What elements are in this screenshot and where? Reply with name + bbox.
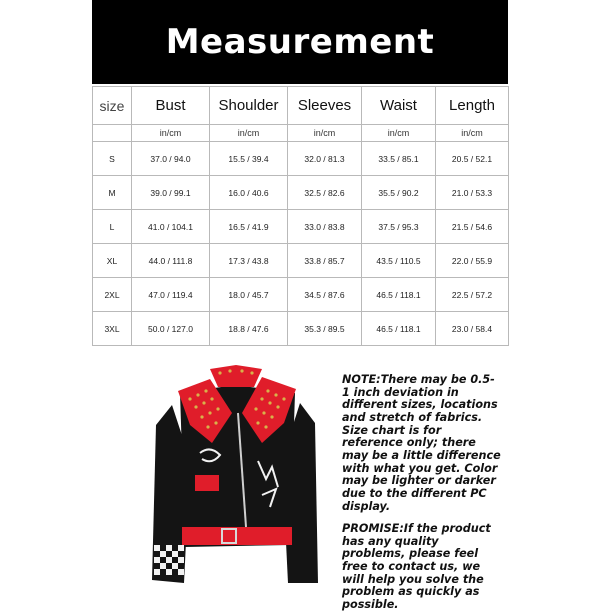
measurement-cell: 33.5 / 85.1 — [362, 142, 436, 176]
measurement-cell: 41.0 / 104.1 — [132, 210, 210, 244]
unit-cell: in/cm — [436, 125, 509, 142]
table-header-row — [93, 87, 509, 125]
unit-cell: in/cm — [288, 125, 362, 142]
size-label: M — [93, 176, 132, 210]
measurement-cell: 22.5 / 57.2 — [436, 278, 509, 312]
measurement-cell: 35.3 / 89.5 — [288, 312, 362, 346]
measurement-cell: 33.0 / 83.8 — [288, 210, 362, 244]
measurement-cell: 16.0 / 40.6 — [210, 176, 288, 210]
header-shoulder: Shoulder — [210, 87, 288, 125]
measurement-cell: 46.5 / 118.1 — [362, 278, 436, 312]
table-row — [93, 142, 509, 176]
header-bust: Bust — [132, 87, 210, 125]
header-waist: Waist — [362, 87, 436, 125]
measurement-cell: 47.0 / 119.4 — [132, 278, 210, 312]
header-length: Length — [436, 87, 509, 125]
measurement-cell: 20.5 / 52.1 — [436, 142, 509, 176]
measurement-cell: 34.5 / 87.6 — [288, 278, 362, 312]
unit-cell: in/cm — [132, 125, 210, 142]
measurement-cell: 39.0 / 99.1 — [132, 176, 210, 210]
measurement-cell: 23.0 / 58.4 — [436, 312, 509, 346]
measurement-cell: 22.0 / 55.9 — [436, 244, 509, 278]
measurement-cell: 18.0 / 45.7 — [210, 278, 288, 312]
measurement-cell: 33.8 / 85.7 — [288, 244, 362, 278]
size-note: NOTE:There may be 0.5-1 inch deviation in different sizes, locations and stretch of fabrics. Size chart is for reference only; there may be a little difference with what you get. Color may be lighter or darker due to the different PC display. — [342, 373, 501, 513]
header-sleeves: Sleeves — [288, 87, 362, 125]
title-banner — [92, 0, 508, 84]
unit-cell: in/cm — [210, 125, 288, 142]
header-size: size — [93, 87, 132, 125]
measurement-cell: 21.5 / 54.6 — [436, 210, 509, 244]
size-chart-table — [92, 86, 509, 346]
units-row — [93, 125, 509, 142]
measurement-cell: 21.0 / 53.3 — [436, 176, 509, 210]
size-label: 3XL — [93, 312, 132, 346]
size-label: XL — [93, 244, 132, 278]
table-row — [93, 210, 509, 244]
studded-jacket-icon — [150, 365, 325, 590]
measurement-cell: 15.5 / 39.4 — [210, 142, 288, 176]
measurement-cell: 43.5 / 110.5 — [362, 244, 436, 278]
measurement-cell: 50.0 / 127.0 — [132, 312, 210, 346]
measurement-cell: 44.0 / 111.8 — [132, 244, 210, 278]
measurement-cell: 37.0 / 94.0 — [132, 142, 210, 176]
measurement-cell: 18.8 / 47.6 — [210, 312, 288, 346]
unit-cell — [93, 125, 132, 142]
table-row — [93, 312, 509, 346]
quality-promise: PROMISE:If the product has any quality problems, please feel free to contact us, we will help you solve the problem as quickly as possible. — [342, 522, 491, 611]
measurement-cell: 37.5 / 95.3 — [362, 210, 436, 244]
measurement-cell: 17.3 / 43.8 — [210, 244, 288, 278]
size-label: S — [93, 142, 132, 176]
size-label: 2XL — [93, 278, 132, 312]
measurement-cell: 32.5 / 82.6 — [288, 176, 362, 210]
table-row — [93, 244, 509, 278]
size-label: L — [93, 210, 132, 244]
measurement-cell: 16.5 / 41.9 — [210, 210, 288, 244]
product-image — [150, 365, 325, 590]
table-row — [93, 278, 509, 312]
table-row — [93, 176, 509, 210]
page-title: Measurement — [165, 22, 435, 62]
measurement-cell: 32.0 / 81.3 — [288, 142, 362, 176]
measurement-cell: 35.5 / 90.2 — [362, 176, 436, 210]
measurement-cell: 46.5 / 118.1 — [362, 312, 436, 346]
unit-cell: in/cm — [362, 125, 436, 142]
